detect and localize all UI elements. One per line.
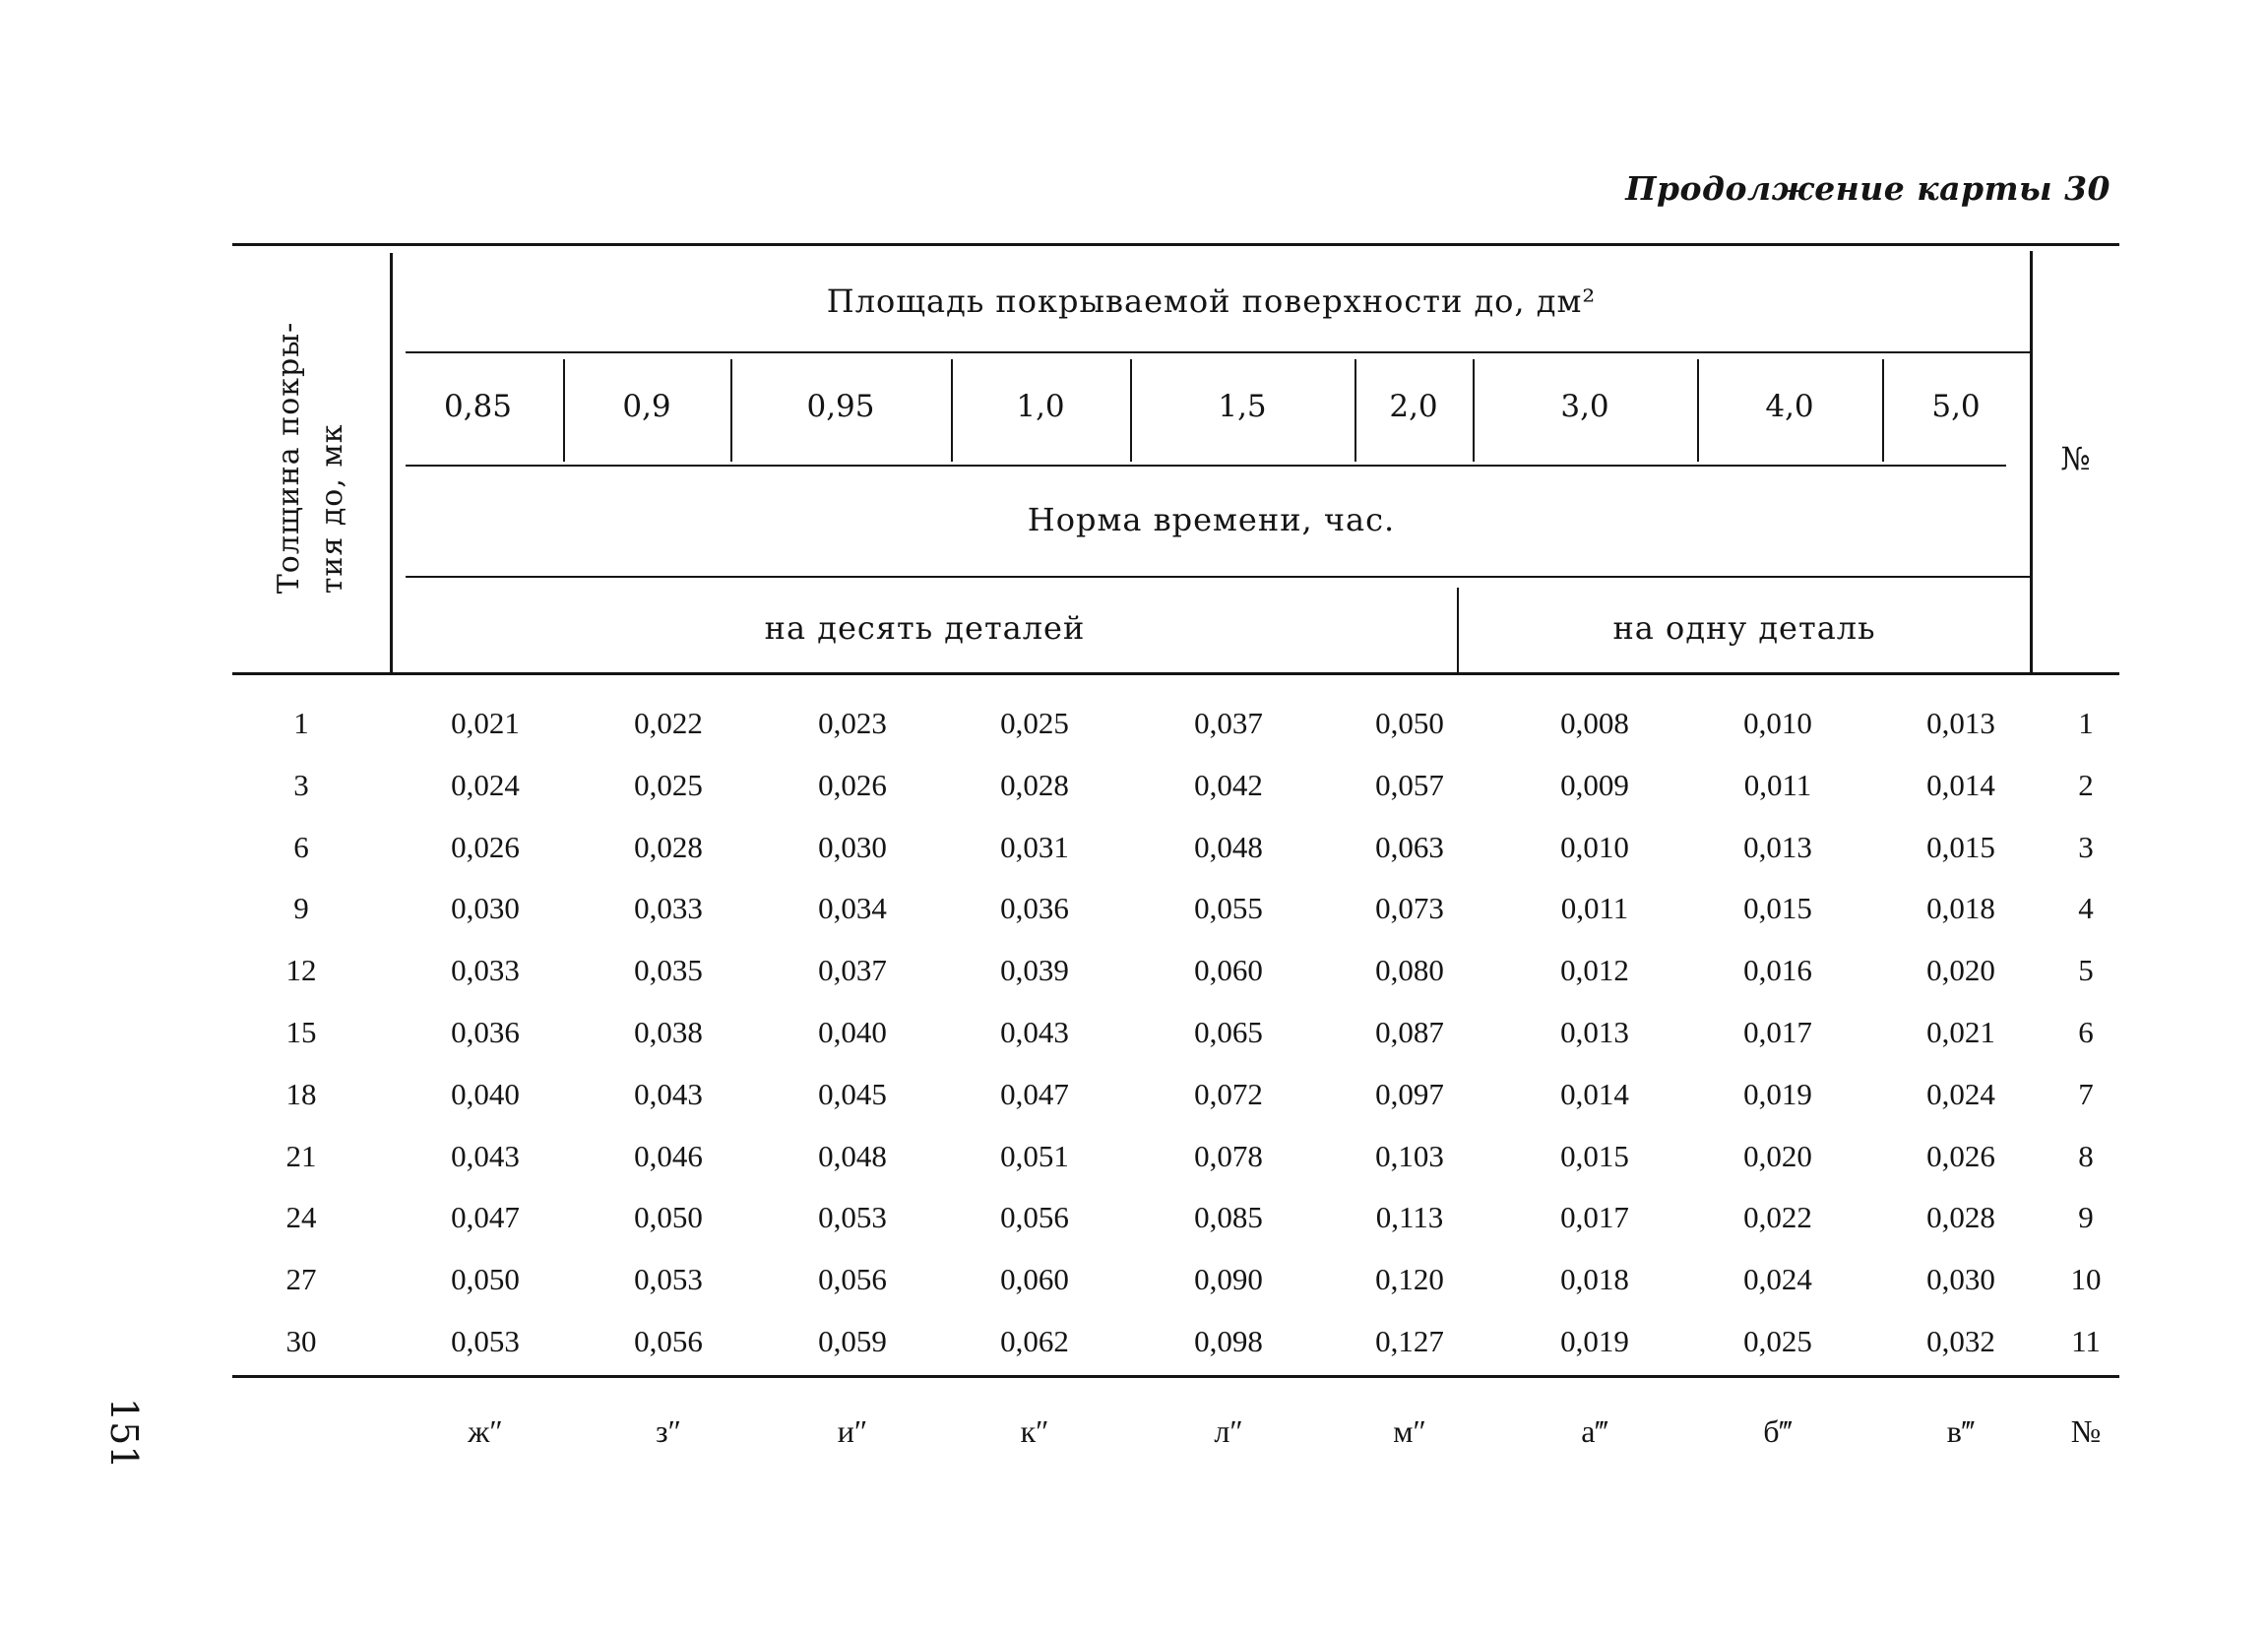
norm-value-cell: 0,015 (1560, 1138, 1629, 1173)
norm-value-cell: 0,039 (1000, 953, 1069, 988)
column-code: б‴ (1763, 1413, 1793, 1449)
column-code: в‴ (1946, 1413, 1976, 1449)
norm-value-cell: 0,056 (1000, 1200, 1069, 1235)
norm-value-cell: 0,056 (818, 1262, 887, 1297)
one-part-label: на одну деталь (1612, 609, 1876, 647)
norm-value-cell: 0,019 (1743, 1076, 1812, 1111)
norm-value-cell: 0,026 (1926, 1138, 1995, 1173)
norm-value-cell: 0,053 (818, 1200, 887, 1235)
norm-value-cell: 0,080 (1375, 953, 1444, 988)
area-value: 1,5 (1218, 389, 1267, 424)
norms-table (232, 243, 2119, 1375)
column-code: л″ (1214, 1413, 1243, 1449)
thickness-cell: 15 (285, 1015, 317, 1049)
norm-value-cell: 0,113 (1375, 1200, 1444, 1235)
footer-number-label: № (2070, 1413, 2102, 1449)
norm-value-cell: 0,097 (1375, 1076, 1444, 1111)
norm-value-cell: 0,038 (634, 1015, 703, 1049)
area-value: 0,85 (443, 389, 513, 424)
thickness-cell: 27 (285, 1262, 317, 1297)
norm-value-cell: 0,013 (1743, 829, 1812, 864)
thickness-cell: 18 (285, 1076, 317, 1111)
norm-value-cell: 0,037 (1194, 706, 1263, 740)
norm-value-cell: 0,047 (451, 1200, 520, 1235)
norm-value-cell: 0,057 (1375, 767, 1444, 802)
norm-value-cell: 0,065 (1194, 1015, 1263, 1049)
norm-value-cell: 0,047 (1000, 1076, 1069, 1111)
thickness-cell: 30 (285, 1324, 317, 1358)
row-number-cell: 9 (2078, 1200, 2094, 1235)
norm-value-cell: 0,018 (1926, 891, 1995, 926)
row-number-cell: 5 (2078, 953, 2094, 988)
norm-value-cell: 0,026 (818, 767, 887, 802)
column-code: и″ (837, 1413, 868, 1449)
thickness-cell: 24 (285, 1200, 317, 1235)
thickness-header-line1: Толщина покры- (272, 321, 306, 595)
norm-value-cell: 0,021 (451, 706, 520, 740)
norm-value-cell: 0,025 (634, 767, 703, 802)
norm-value-cell: 0,087 (1375, 1015, 1444, 1049)
header-bottom-rule (232, 672, 2119, 675)
norm-value-cell: 0,055 (1194, 891, 1263, 926)
norm-value-cell: 0,022 (634, 706, 703, 740)
norm-value-cell: 0,040 (818, 1015, 887, 1049)
area-values-rule (406, 465, 2006, 467)
norm-value-cell: 0,010 (1743, 706, 1812, 740)
norm-value-cell: 0,042 (1194, 767, 1263, 802)
thickness-cell: 21 (285, 1138, 317, 1173)
norm-value-cell: 0,025 (1743, 1324, 1812, 1358)
norm-value-cell: 0,024 (451, 767, 520, 802)
norm-value-cell: 0,037 (818, 953, 887, 988)
norm-value-cell: 0,019 (1560, 1324, 1629, 1358)
row-number-cell: 7 (2078, 1076, 2094, 1111)
page-number: 151 (102, 1398, 146, 1470)
row-number-cell: 3 (2078, 829, 2094, 864)
norm-value-cell: 0,028 (1926, 1200, 1995, 1235)
norm-value-cell: 0,031 (1000, 829, 1069, 864)
norm-value-cell: 0,046 (634, 1138, 703, 1173)
norm-value-cell: 0,043 (1000, 1015, 1069, 1049)
norm-value-cell: 0,050 (634, 1200, 703, 1235)
norm-value-cell: 0,073 (1375, 891, 1444, 926)
norm-value-cell: 0,090 (1194, 1262, 1263, 1297)
area-title-rule (406, 351, 2030, 353)
area-title: Площадь покрываемой поверхности до, дм² (826, 282, 1597, 320)
body-bottom-rule (232, 1375, 2119, 1378)
norm-value-cell: 0,034 (818, 891, 887, 926)
norm-value-cell: 0,026 (451, 829, 520, 864)
norm-value-cell: 0,028 (634, 829, 703, 864)
norm-title: Норма времени, час. (1027, 501, 1396, 538)
norm-value-cell: 0,009 (1560, 767, 1629, 802)
thickness-cell: 12 (285, 953, 317, 988)
norm-value-cell: 0,103 (1375, 1138, 1444, 1173)
area-value: 0,9 (622, 389, 671, 424)
norm-value-cell: 0,010 (1560, 829, 1629, 864)
norm-value-cell: 0,078 (1194, 1138, 1263, 1173)
row-number-cell: 2 (2078, 767, 2094, 802)
norm-value-cell: 0,053 (451, 1324, 520, 1358)
area-value: 2,0 (1389, 389, 1438, 424)
area-value: 5,0 (1931, 389, 1981, 424)
norm-value-cell: 0,035 (634, 953, 703, 988)
thickness-cell: 6 (293, 829, 309, 864)
top-rule (232, 243, 2119, 246)
norm-value-cell: 0,014 (1926, 767, 1995, 802)
column-code: к″ (1020, 1413, 1049, 1449)
norm-value-cell: 0,030 (451, 891, 520, 926)
row-number-cell: 10 (2070, 1262, 2102, 1297)
row-number-cell: 8 (2078, 1138, 2094, 1173)
row-number-cell: 11 (2071, 1324, 2101, 1358)
norm-value-cell: 0,048 (1194, 829, 1263, 864)
norm-value-cell: 0,023 (818, 706, 887, 740)
area-value: 4,0 (1765, 389, 1814, 424)
norm-value-cell: 0,127 (1375, 1324, 1444, 1358)
norm-value-cell: 0,062 (1000, 1324, 1069, 1358)
row-number-cell: 4 (2078, 891, 2094, 926)
norm-value-cell: 0,020 (1926, 953, 1995, 988)
norm-value-cell: 0,053 (634, 1262, 703, 1297)
thickness-header (232, 243, 390, 672)
norm-value-cell: 0,013 (1926, 706, 1995, 740)
norm-value-cell: 0,050 (451, 1262, 520, 1297)
norm-value-cell: 0,015 (1743, 891, 1812, 926)
area-value: 1,0 (1016, 389, 1065, 424)
norm-value-cell: 0,045 (818, 1076, 887, 1111)
norm-title-rule (406, 576, 2030, 578)
norm-value-cell: 0,040 (451, 1076, 520, 1111)
row-number-cell: 6 (2078, 1015, 2094, 1049)
norm-value-cell: 0,072 (1194, 1076, 1263, 1111)
norm-value-cell: 0,036 (1000, 891, 1069, 926)
norm-value-cell: 0,020 (1743, 1138, 1812, 1173)
thickness-cell: 1 (293, 706, 309, 740)
norm-value-cell: 0,011 (1743, 767, 1812, 802)
norm-value-cell: 0,051 (1000, 1138, 1069, 1173)
thickness-cell: 3 (293, 767, 309, 802)
norm-value-cell: 0,085 (1194, 1200, 1263, 1235)
norm-value-cell: 0,033 (634, 891, 703, 926)
column-code: а‴ (1581, 1413, 1608, 1449)
norm-value-cell: 0,014 (1560, 1076, 1629, 1111)
norm-value-cell: 0,015 (1926, 829, 1995, 864)
column-code: з″ (656, 1413, 681, 1449)
norm-value-cell: 0,050 (1375, 706, 1444, 740)
norm-value-cell: 0,017 (1560, 1200, 1629, 1235)
norm-value-cell: 0,036 (451, 1015, 520, 1049)
norm-value-cell: 0,018 (1560, 1262, 1629, 1297)
norm-value-cell: 0,024 (1926, 1076, 1995, 1111)
norm-value-cell: 0,043 (634, 1076, 703, 1111)
area-value: 3,0 (1560, 389, 1609, 424)
norm-value-cell: 0,060 (1000, 1262, 1069, 1297)
norm-value-cell: 0,098 (1194, 1324, 1263, 1358)
row-number-cell: 1 (2078, 706, 2094, 740)
thickness-header-line2: тия до, мк (315, 423, 349, 595)
thickness-cell: 9 (293, 891, 309, 926)
norm-value-cell: 0,030 (818, 829, 887, 864)
norm-value-cell: 0,013 (1560, 1015, 1629, 1049)
norm-value-cell: 0,056 (634, 1324, 703, 1358)
norm-value-cell: 0,032 (1926, 1324, 1995, 1358)
norm-value-cell: 0,063 (1375, 829, 1444, 864)
norm-value-cell: 0,059 (818, 1324, 887, 1358)
norm-value-cell: 0,028 (1000, 767, 1069, 802)
norm-value-cell: 0,030 (1926, 1262, 1995, 1297)
table-caption: Продолжение карты 30 (1625, 169, 2110, 208)
norm-value-cell: 0,024 (1743, 1262, 1812, 1297)
norm-value-cell: 0,012 (1560, 953, 1629, 988)
number-header: № (2060, 440, 2092, 477)
norm-value-cell: 0,016 (1743, 953, 1812, 988)
norm-value-cell: 0,022 (1743, 1200, 1812, 1235)
norm-value-cell: 0,043 (451, 1138, 520, 1173)
norm-value-cell: 0,033 (451, 953, 520, 988)
area-value: 0,95 (806, 389, 875, 424)
ten-parts-label: на десять деталей (764, 609, 1086, 647)
norm-value-cell: 0,017 (1743, 1015, 1812, 1049)
norm-value-cell: 0,025 (1000, 706, 1069, 740)
column-code: м″ (1393, 1413, 1426, 1449)
norm-value-cell: 0,048 (818, 1138, 887, 1173)
norm-value-cell: 0,060 (1194, 953, 1263, 988)
norm-value-cell: 0,021 (1926, 1015, 1995, 1049)
column-code: ж″ (468, 1413, 503, 1449)
norm-value-cell: 0,011 (1560, 891, 1629, 926)
norm-value-cell: 0,120 (1375, 1262, 1444, 1297)
norm-value-cell: 0,008 (1560, 706, 1629, 740)
